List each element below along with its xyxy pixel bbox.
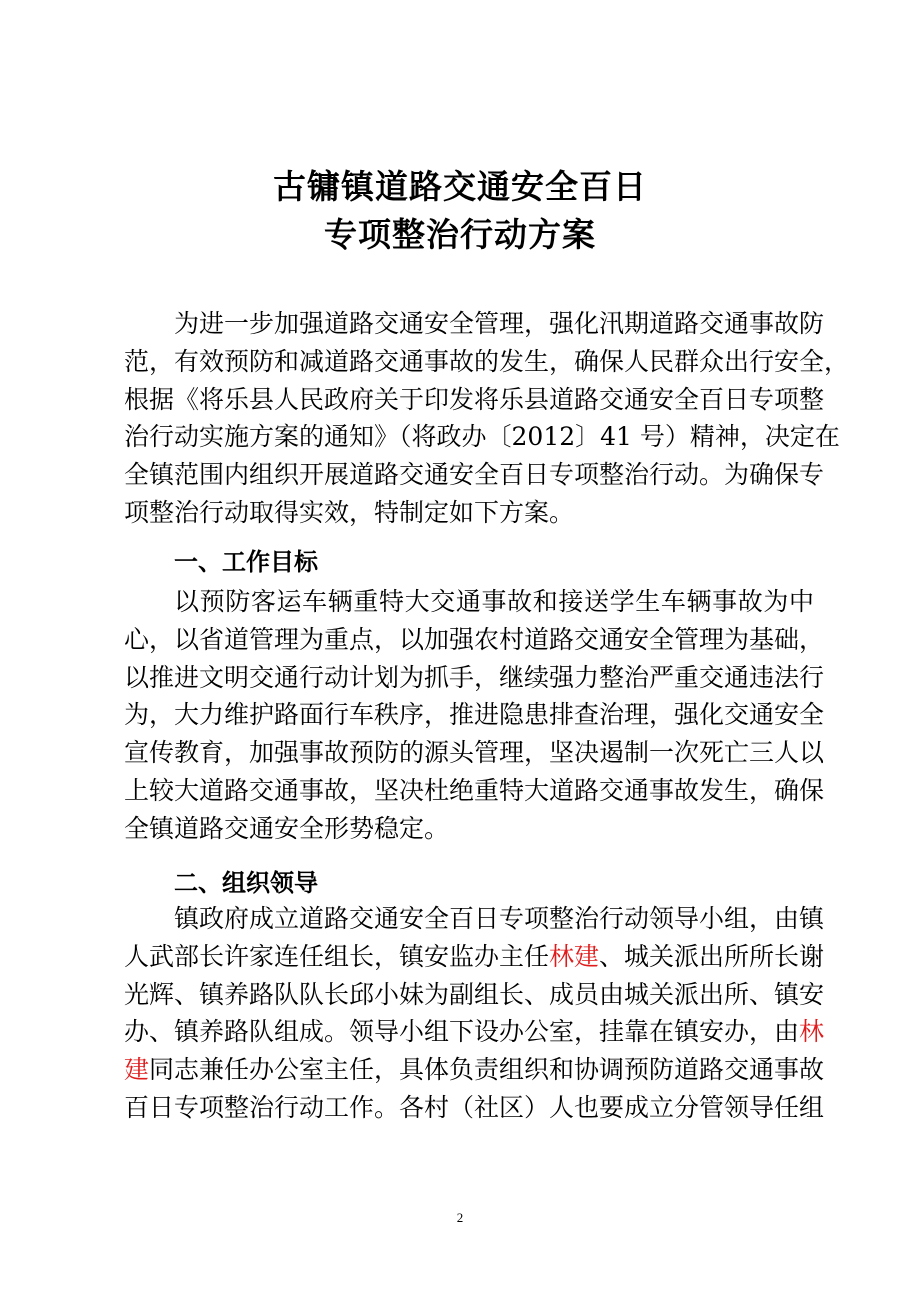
intro-line: 范，有效预防和减道路交通事故的发生，确保人民群众出行安全， [124, 346, 850, 376]
section-heading-organization: 二、组织领导 [174, 869, 318, 897]
section2-paragraph [124, 900, 825, 1127]
section2-line [124, 1051, 825, 1089]
section1-line: 心，以省道管理为重点，以加强农村道路交通安全管理为基础， [124, 624, 825, 654]
section1-line: 上较大道路交通事故，坚决杜绝重特大道路交通事故发生，确保 [124, 775, 825, 805]
section2-line [124, 938, 825, 976]
section1-line: 宣传教育，加强事故预防的源头管理，坚决遏制一次死亡三人以 [124, 738, 825, 767]
intro-line: 项整治行动取得实效，特制定如下方案。 [124, 497, 575, 527]
intro-paragraph [124, 305, 850, 532]
section2-line: 光辉、镇养路队队长邱小妹为副组长、成员由城关派出所、镇安 [124, 979, 825, 1009]
section2-text: 人武部长许家连任组长，镇安监办主任 [124, 941, 550, 971]
section2-line: 镇政府成立道路交通安全百日专项整治行动领导小组，由镇 [174, 904, 825, 933]
section2-line [124, 1013, 825, 1051]
section1-line: 为，大力维护路面行车秩序，推进隐患排查治理，强化交通安全 [124, 700, 825, 730]
section1-line: 以推进文明交通行动计划为抓手，继续强力整治严重交通违法行 [124, 662, 825, 692]
intro-line: 为进一步加强道路交通安全管理，强化汛期道路交通事故防 [174, 309, 825, 338]
document-title-line2: 专项整治行动方案 [324, 215, 596, 254]
page-number: 2 [456, 1210, 464, 1225]
highlighted-name: 林建 [549, 941, 600, 971]
section2-text: 办、镇养路队组成。领导小组下设办公室，挂靠在镇安办，由 [124, 1017, 800, 1047]
highlighted-name: 建 [124, 1055, 150, 1084]
section1-line: 以预防客运车辆重特大交通事故和接送学生车辆事故为中 [174, 587, 814, 616]
intro-line: 全镇范围内组织开展道路交通安全百日专项整治行动。为确保专 [124, 460, 825, 489]
intro-line: 根据《将乐县人民政府关于印发将乐县道路交通安全百日专项整 [124, 384, 825, 414]
intro-line: 治行动实施方案的通知》（将政办〔2012〕41 号）精神，决定在 [124, 422, 840, 452]
section1-paragraph [124, 583, 825, 847]
section2-text: 、城关派出所所长谢 [599, 941, 825, 971]
document-title-line1: 古镛镇道路交通安全百日 [273, 167, 647, 206]
highlighted-name: 林 [799, 1017, 825, 1047]
section2-line: 百日专项整治行动工作。各村（社区）人也要成立分管领导任组 [124, 1092, 825, 1122]
section2-text: 同志兼任办公室主任，具体负责组织和协调预防道路交通事故 [149, 1055, 825, 1084]
section-heading-work-goals: 一、工作目标 [174, 548, 318, 576]
section1-line: 全镇道路交通安全形势稳定。 [124, 813, 450, 843]
